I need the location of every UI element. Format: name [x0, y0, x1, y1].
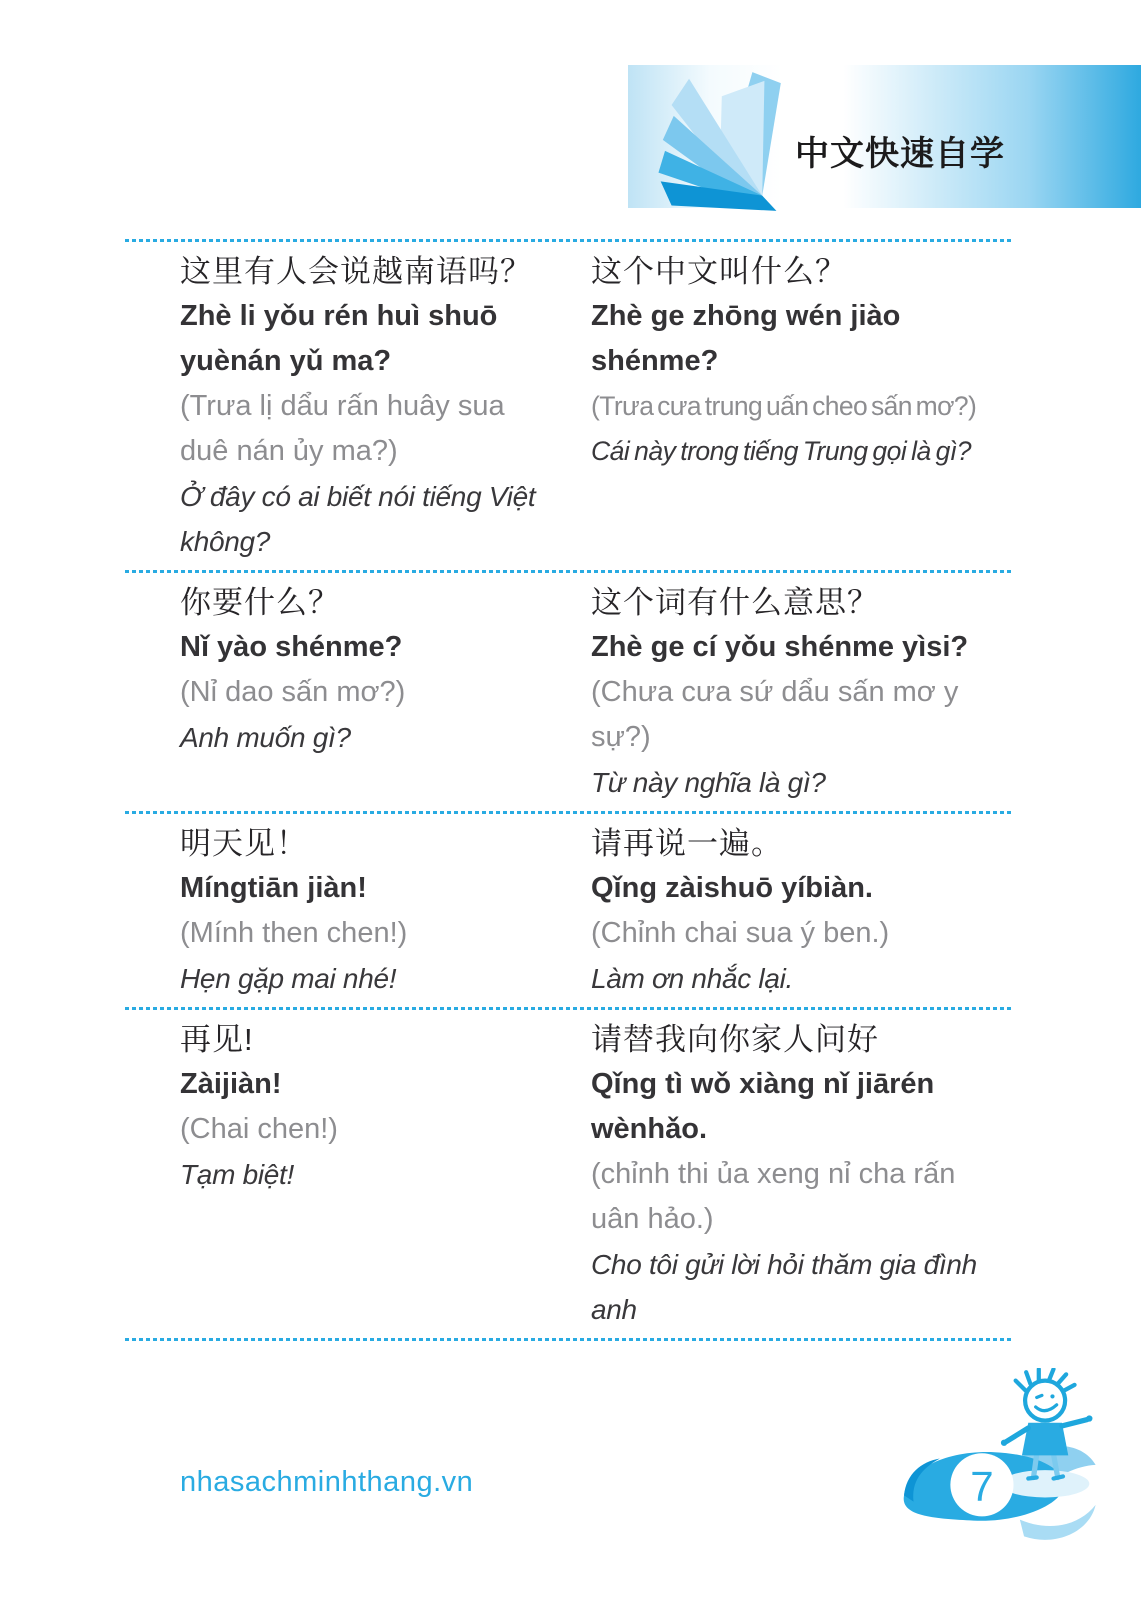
phrase-cell: [125, 242, 563, 570]
page-number: 7: [970, 1462, 994, 1510]
vietnamese-text: Anh muốn gì?: [180, 722, 351, 753]
phrase-table: [125, 239, 1013, 1341]
phonetic-text: (Mính then chen!): [180, 917, 408, 949]
chinese-text: 请再说一遍。: [591, 826, 783, 861]
phonetic-text: (Nỉ dao sấn mơ?): [180, 676, 406, 708]
pinyin-text: Míngtiān jiàn!: [180, 872, 367, 904]
table-row: [125, 573, 1013, 811]
phrase-cell: [563, 242, 1013, 570]
open-book-icon: [655, 70, 793, 212]
pinyin-text: Zhè ge zhōng wén jiào shénme?: [591, 300, 901, 377]
phonetic-text: (Chai chen!): [180, 1113, 338, 1145]
page-number-rocket-kid-icon: [896, 1368, 1110, 1568]
dotted-divider: [125, 1338, 1013, 1341]
vietnamese-text: Làm ơn nhắc lại.: [591, 963, 794, 994]
phonetic-text: (Chỉnh chai sua ý ben.): [591, 917, 890, 949]
vietnamese-text: Hẹn gặp mai nhé!: [180, 963, 397, 994]
chinese-text: 这里有人会说越南语吗？: [180, 254, 532, 289]
chinese-text: 明天见！: [180, 826, 308, 861]
phonetic-text: (Trưa cưa trung uấn cheo sấn mơ?): [591, 391, 977, 421]
pinyin-text: Nǐ yào shénme?: [180, 631, 403, 663]
pinyin-text: Zàijiàn!: [180, 1068, 282, 1100]
pinyin-text: Qǐng tì wǒ xiàng nǐ jiārén wènhǎo.: [591, 1068, 935, 1145]
phrase-cell: [563, 1010, 1013, 1338]
pinyin-text: Zhè li yǒu rén huì shuō yuènán yǔ ma?: [180, 300, 498, 377]
vietnamese-text: Ở đây có ai biết nói tiếng Việt không?: [180, 481, 536, 557]
vietnamese-text: Tạm biệt!: [180, 1159, 295, 1190]
table-row: [125, 814, 1013, 1007]
chinese-text: 你要什么？: [180, 585, 340, 620]
phrase-cell: [125, 1010, 563, 1338]
table-row: [125, 1010, 1013, 1338]
chinese-text: 这个中文叫什么？: [591, 254, 847, 289]
phonetic-text: (Chưa cưa sứ dẩu sấn mơ y sự?): [591, 676, 959, 753]
phrase-cell: [125, 814, 563, 1007]
website-link[interactable]: nhasachminhthang.vn: [180, 1466, 474, 1498]
vietnamese-text: Cho tôi gửi lời hỏi thăm gia đình anh: [591, 1249, 977, 1325]
vietnamese-text: Cái này trong tiếng Trung gọi là gì?: [591, 436, 971, 466]
phonetic-text: (chỉnh thi ủa xeng nỉ cha rấn uân hảo.): [591, 1158, 956, 1235]
phrase-cell: [125, 573, 563, 811]
vietnamese-text: Từ này nghĩa là gì?: [591, 767, 826, 798]
chinese-text: 请替我向你家人问好: [591, 1022, 879, 1057]
phonetic-text: (Trưa lị dẩu rấn huây sua duê nán ủy ma?): [180, 390, 505, 467]
chinese-text: 这个词有什么意思？: [591, 585, 879, 620]
phrase-cell: [563, 573, 1013, 811]
chinese-text: 再见!: [180, 1022, 254, 1057]
page-title: 中文快速自学: [795, 135, 1005, 173]
phrase-cell: [563, 814, 1013, 1007]
pinyin-text: Qǐng zàishuō yíbiàn.: [591, 872, 873, 904]
table-row: [125, 242, 1013, 570]
pinyin-text: Zhè ge cí yǒu shénme yìsi?: [591, 631, 969, 663]
